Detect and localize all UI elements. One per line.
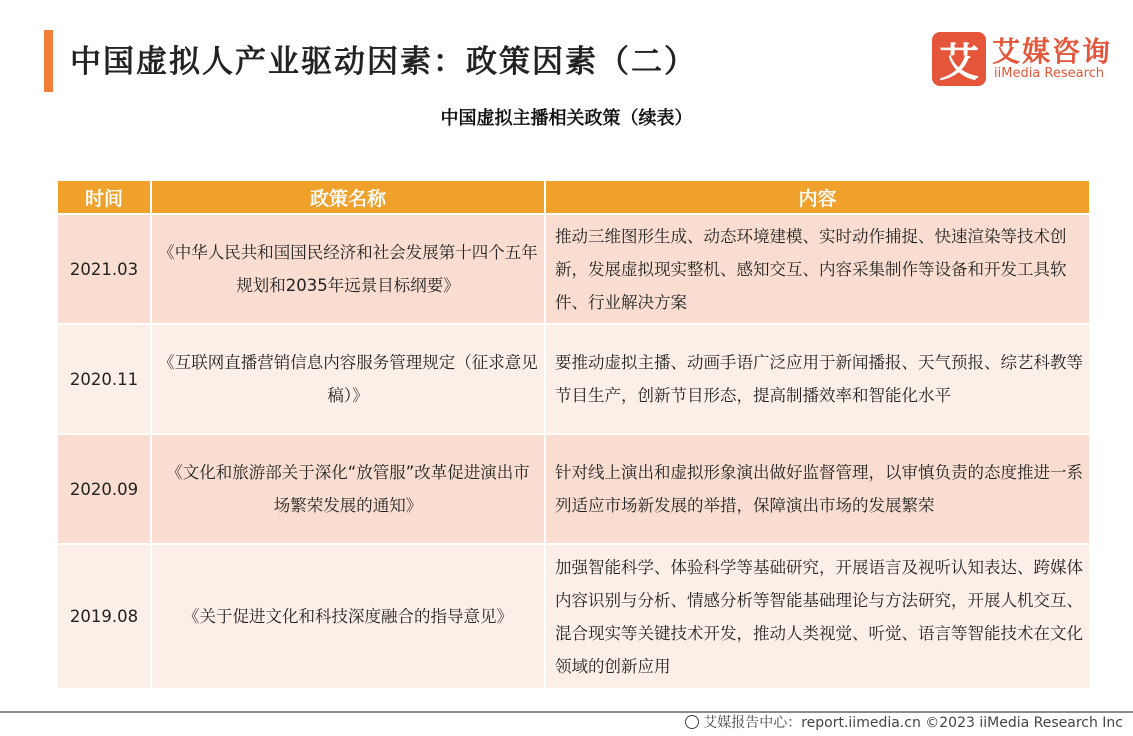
cell-policy-name: 《互联网直播营销信息内容服务管理规定（征求意见稿）》 <box>151 324 545 434</box>
table-row <box>58 434 1089 544</box>
cell-time: 2020.09 <box>58 434 151 544</box>
brand-logo-mark: 艾 <box>932 32 986 86</box>
column-header-time: 时间 <box>58 181 151 214</box>
footer-source <box>685 712 1123 732</box>
policy-table <box>58 181 1089 688</box>
cell-content: 推动三维图形生成、动态环境建模、实时动作捕捉、快速渲染等技术创新，发展虚拟现实整机、感知交互、内容采集制作等设备和开发工具软件、行业解决方案 <box>545 214 1089 324</box>
table-caption: 中国虚拟主播相关政策（续表） <box>440 108 693 129</box>
cell-content: 加强智能科学、体验科学等基础研究，开展语言及视听认知表达、跨媒体内容识别与分析、情感分析等智能基础理论与方法研究，开展人机交互、混合现实等关键技术开发，推动人类视觉、听觉、语言等智能技术在文化领域的创新应用 <box>545 544 1089 688</box>
brand-logo <box>932 30 1117 90</box>
table-header-row <box>58 181 1089 214</box>
cell-time: 2019.08 <box>58 544 151 688</box>
cell-policy-name: 《关于促进文化和科技深度融合的指导意见》 <box>151 544 545 688</box>
cell-policy-name: 《中华人民共和国国民经济和社会发展第十四个五年规划和2035年远景目标纲要》 <box>151 214 545 324</box>
title-accent-bar <box>44 30 53 92</box>
footer-text: 艾媒报告中心：report.iimedia.cn ©2023 iiMedia Research Inc <box>703 715 1123 731</box>
table-row <box>58 324 1089 434</box>
brand-name-en: iiMedia Research <box>994 66 1105 81</box>
column-header-policy-name: 政策名称 <box>151 181 545 214</box>
brand-name-cn: 艾媒咨询 <box>992 35 1113 68</box>
cell-content: 要推动虚拟主播、动画手语广泛应用于新闻播报、天气预报、综艺科教等节目生产，创新节目形态，提高制播效率和智能化水平 <box>545 324 1089 434</box>
page-title: 中国虚拟人产业驱动因素：政策因素（二） <box>70 44 697 80</box>
cell-content: 针对线上演出和虚拟形象演出做好监督管理，以审慎负责的态度推进一系列适应市场新发展的举措，保障演出市场的发展繁荣 <box>545 434 1089 544</box>
column-header-content: 内容 <box>545 181 1089 214</box>
table-row <box>58 214 1089 324</box>
cell-time: 2021.03 <box>58 214 151 324</box>
globe-icon <box>685 715 699 729</box>
table-row <box>58 544 1089 688</box>
cell-time: 2020.11 <box>58 324 151 434</box>
cell-policy-name: 《文化和旅游部关于深化“放管服”改革促进演出市场繁荣发展的通知》 <box>151 434 545 544</box>
